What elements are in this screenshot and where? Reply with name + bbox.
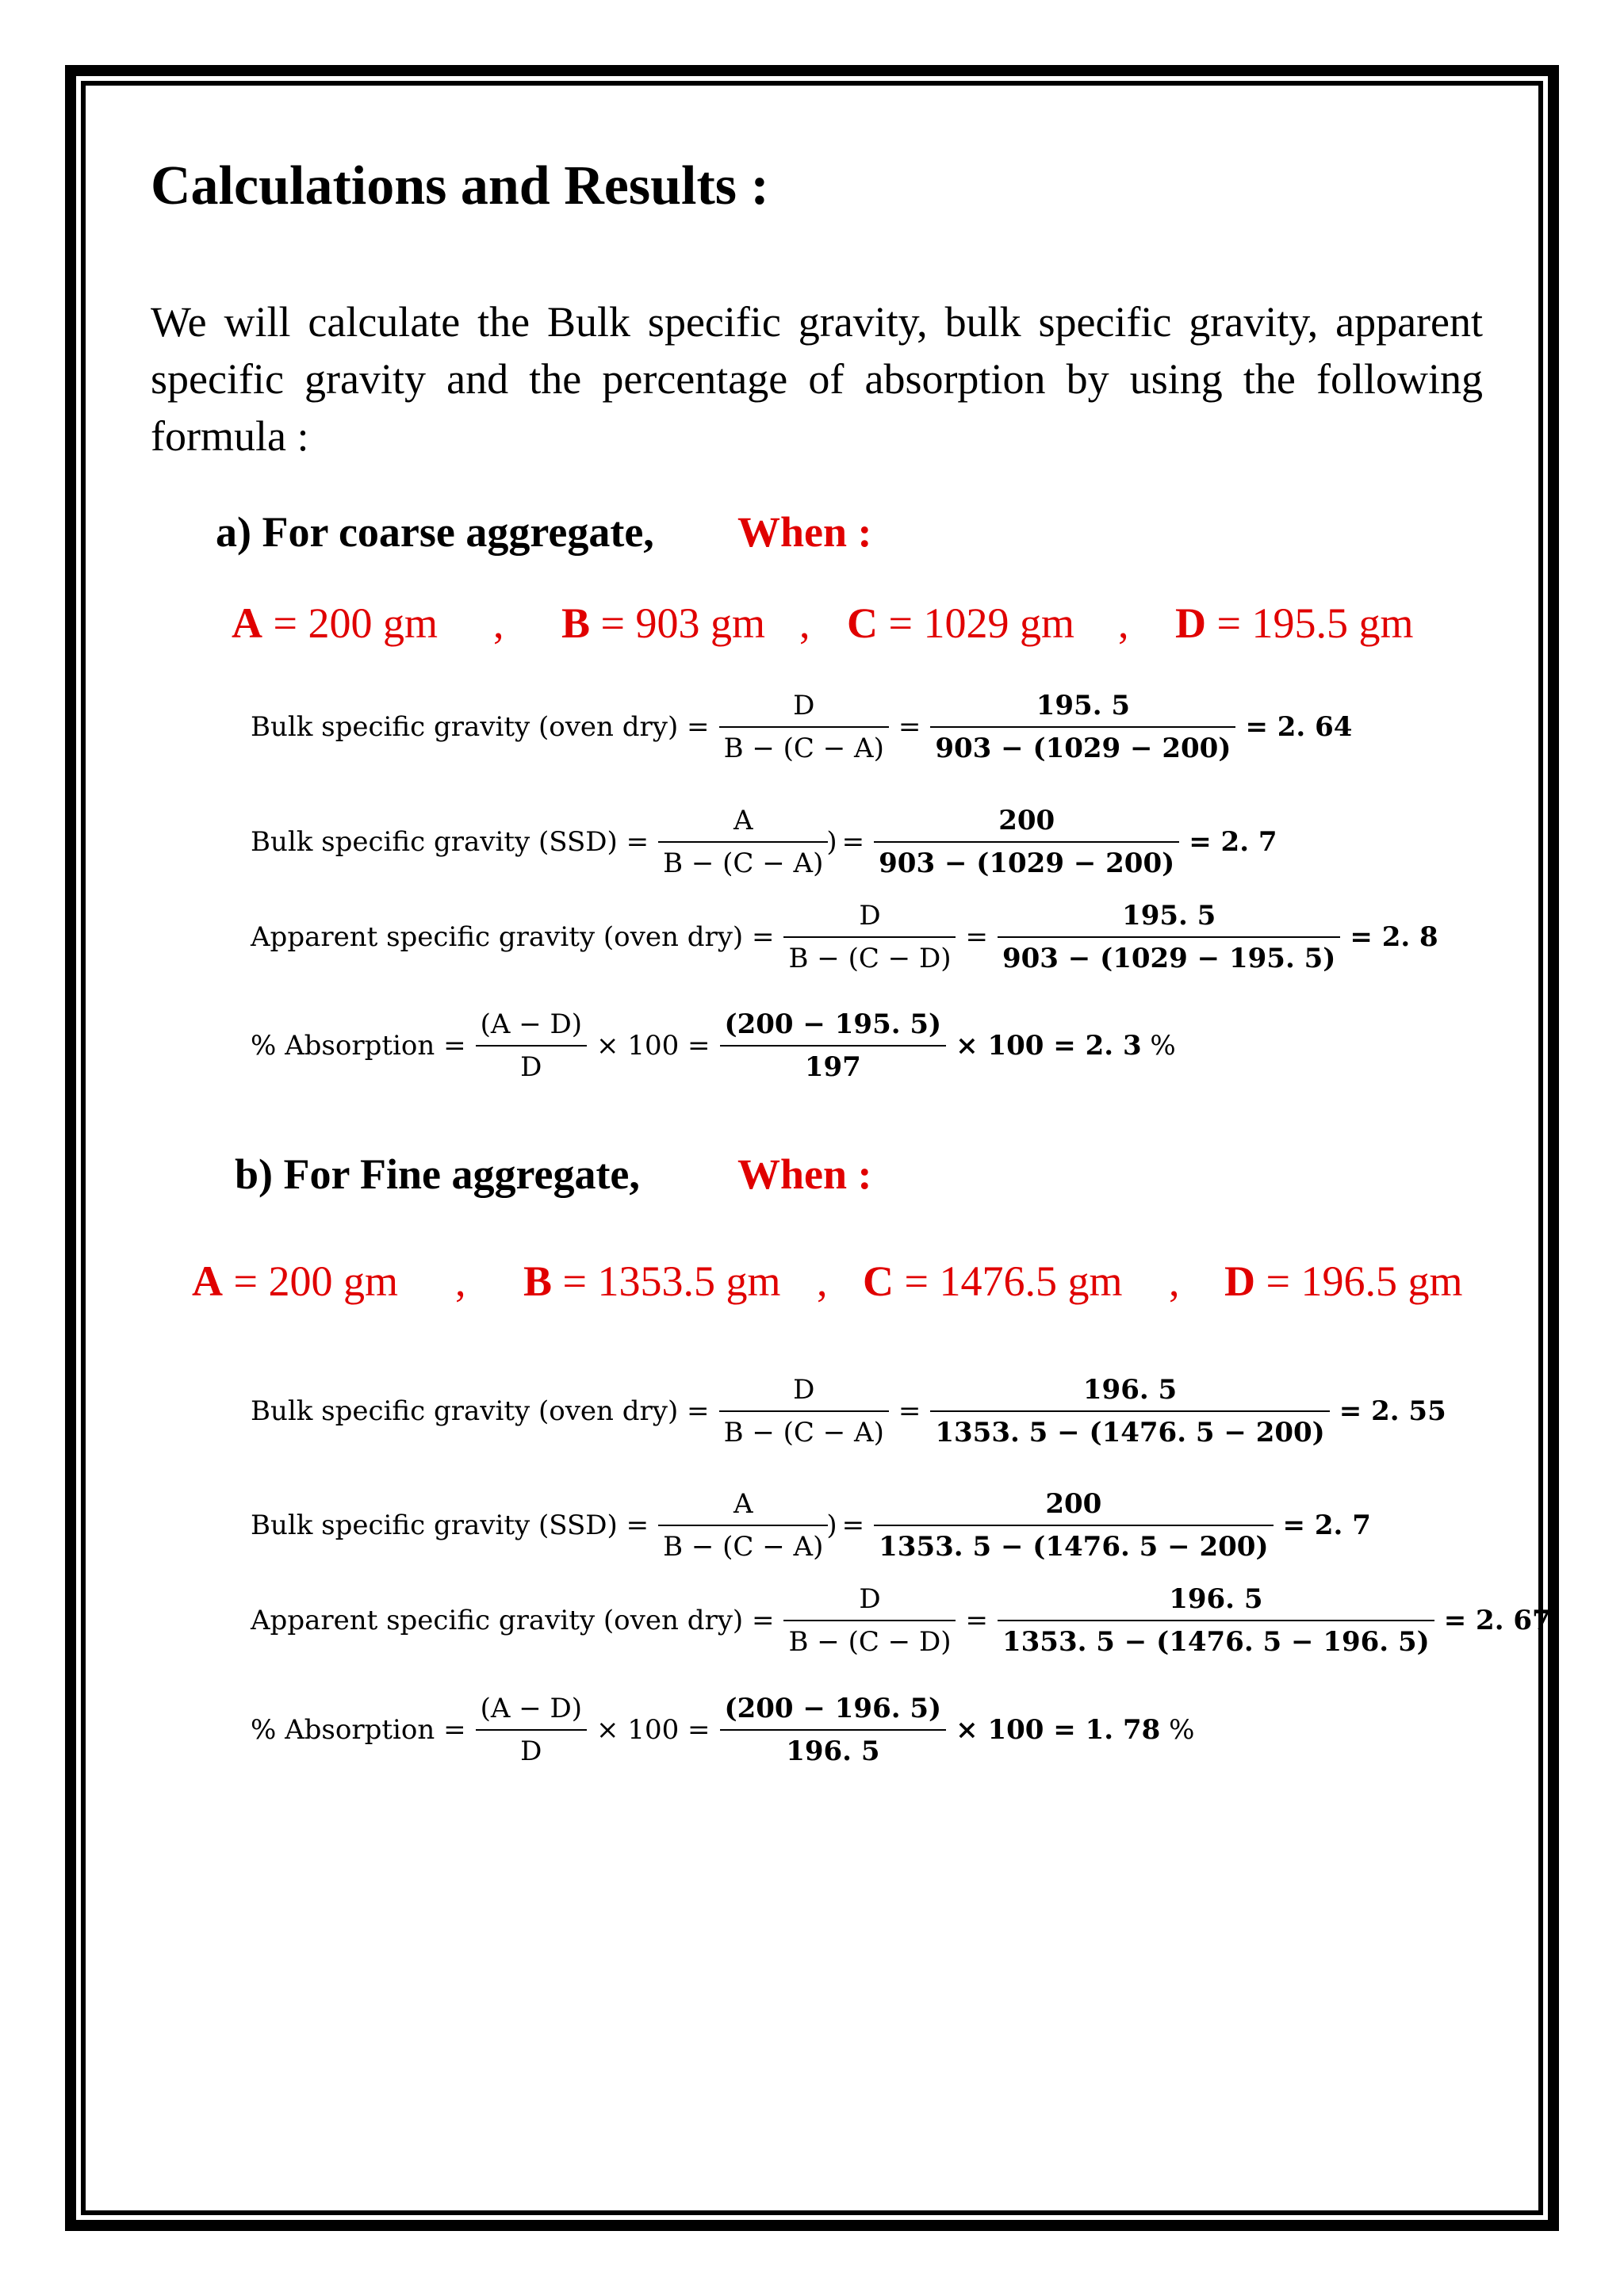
fine-value-c: C = 1476.5 gm bbox=[863, 1257, 1123, 1305]
fine-section-title: b) For Fine aggregate, bbox=[235, 1150, 640, 1198]
coarse-sep-3: , bbox=[1118, 599, 1129, 647]
formula-fraction: $\frac{(A - D)}{D}$ bbox=[476, 1008, 587, 1083]
value-fraction: $\frac{195. 5}{903 - (1029 - 195. 5)}$ bbox=[998, 900, 1340, 974]
value-fraction: $\frac{195. 5}{903 - (1029 - 200)}$ bbox=[930, 690, 1235, 764]
value-fraction: $\frac{196. 5}{1353. 5 - (1476. 5 - 196. 5)}$ bbox=[998, 1583, 1434, 1658]
page-heading: Calculations and Results : bbox=[151, 155, 769, 216]
formula-fraction: $\frac{D}{B - (C - D)}$ bbox=[783, 1583, 956, 1658]
fine-bulk-sg-ssd: Bulk specific gravity (SSD) = $\frac{A}{B - (C - A)}$ ) = $\frac{200}{1353. 5 - (1476. 5 - 200)}$ = 2. 7 bbox=[246, 1488, 1376, 1563]
result-value: = 2. 64 bbox=[1245, 711, 1353, 743]
coarse-value-a: A = 200 gm bbox=[232, 599, 438, 647]
value-fraction: $\frac{(200 - 195. 5)}{197}$ bbox=[720, 1008, 947, 1083]
value-fraction: $\frac{200}{1353. 5 - (1476. 5 - 200)}$ bbox=[874, 1488, 1273, 1563]
fine-absorption: % Absorption = $\frac{(A - D)}{D}$ × 100 = $\frac{(200 - 196. 5)}{196. 5}$ × 100 = 1. 78 % bbox=[246, 1693, 1199, 1767]
fine-apparent-sg: Apparent specific gravity (oven dry) = $\frac{D}{B - (C - D)}$ = $\frac{196. 5}{1353. 5 - (1476. 5 - 196. 5)}$ = 2. 67 bbox=[246, 1583, 1556, 1658]
coarse-bulk-sg-oven-dry: Bulk specific gravity (oven dry) = $\frac{D}{B - (C - A)}$ = $\frac{195. 5}{903 - (1029 - 200)}$ = 2. 64 bbox=[246, 690, 1357, 764]
fine-sep-3: , bbox=[1169, 1257, 1180, 1305]
fine-sep-2: , bbox=[817, 1257, 828, 1305]
coarse-apparent-sg: Apparent specific gravity (oven dry) = $\frac{D}{B - (C - D)}$ = $\frac{195. 5}{903 - (1029 - 195. 5)}$ = 2. 8 bbox=[246, 900, 1443, 974]
fine-value-b: B = 1353.5 gm bbox=[523, 1257, 781, 1305]
coarse-value-c: C = 1029 gm bbox=[847, 599, 1074, 647]
value-fraction: $\frac{200}{903 - (1029 - 200)}$ bbox=[874, 805, 1179, 879]
coarse-sep-1: , bbox=[493, 599, 504, 647]
coarse-bulk-sg-ssd: Bulk specific gravity (SSD) = $\frac{A}{B - (C - A)}$ ) = $\frac{200}{903 - (1029 - 200)}$ = 2. 7 bbox=[246, 805, 1282, 879]
coarse-sep-2: , bbox=[799, 599, 810, 647]
formula-fraction: $\frac{D}{B - (C - A)}$ bbox=[719, 690, 889, 764]
intro-paragraph: We will calculate the Bulk specific gravity, bulk specific gravity, apparent specific gravity and the percentage of absorption by using the following formula : bbox=[151, 298, 1483, 460]
result-value: = 2. 55 bbox=[1339, 1395, 1446, 1427]
fine-value-d: D = 196.5 gm bbox=[1224, 1257, 1463, 1305]
formula-fraction: $\frac{D}{B - (C - A)}$ bbox=[719, 1374, 889, 1448]
result-value: = 2. 67 bbox=[1443, 1605, 1551, 1636]
coarse-section-title: a) For coarse aggregate, bbox=[216, 508, 654, 556]
coarse-value-b: B = 903 gm bbox=[561, 599, 765, 647]
fine-value-a: A = 200 gm bbox=[192, 1257, 398, 1305]
result-value: × 100 = 2. 3 % bbox=[956, 1030, 1176, 1062]
coarse-value-d: D = 195.5 gm bbox=[1175, 599, 1414, 647]
coarse-absorption: % Absorption = $\frac{(A - D)}{D}$ × 100 = $\frac{(200 - 195. 5)}{197}$ × 100 = 2. 3 % bbox=[246, 1008, 1181, 1083]
value-fraction: $\frac{(200 - 196. 5)}{196. 5}$ bbox=[720, 1693, 947, 1767]
fine-when-label: When : bbox=[737, 1150, 872, 1198]
fine-sep-1: , bbox=[455, 1257, 466, 1305]
result-value: = 2. 7 bbox=[1282, 1510, 1371, 1541]
result-value: × 100 = 1. 78 % bbox=[956, 1714, 1195, 1746]
value-fraction: $\frac{196. 5}{1353. 5 - (1476. 5 - 200)}$ bbox=[930, 1374, 1329, 1448]
coarse-when-label: When : bbox=[737, 508, 872, 556]
formula-fraction: $\frac{A}{B - (C - A)}$ bbox=[658, 805, 828, 879]
formula-fraction: $\frac{D}{B - (C - D)}$ bbox=[783, 900, 956, 974]
formula-fraction: $\frac{A}{B - (C - A)}$ bbox=[658, 1488, 828, 1563]
result-value: = 2. 7 bbox=[1189, 826, 1277, 858]
fine-bulk-sg-oven-dry: Bulk specific gravity (oven dry) = $\frac{D}{B - (C - A)}$ = $\frac{196. 5}{1353. 5 - (1476. 5 - 200)}$ = 2. 55 bbox=[246, 1374, 1451, 1448]
formula-fraction: $\frac{(A - D)}{D}$ bbox=[476, 1693, 587, 1767]
result-value: = 2. 8 bbox=[1350, 921, 1438, 953]
